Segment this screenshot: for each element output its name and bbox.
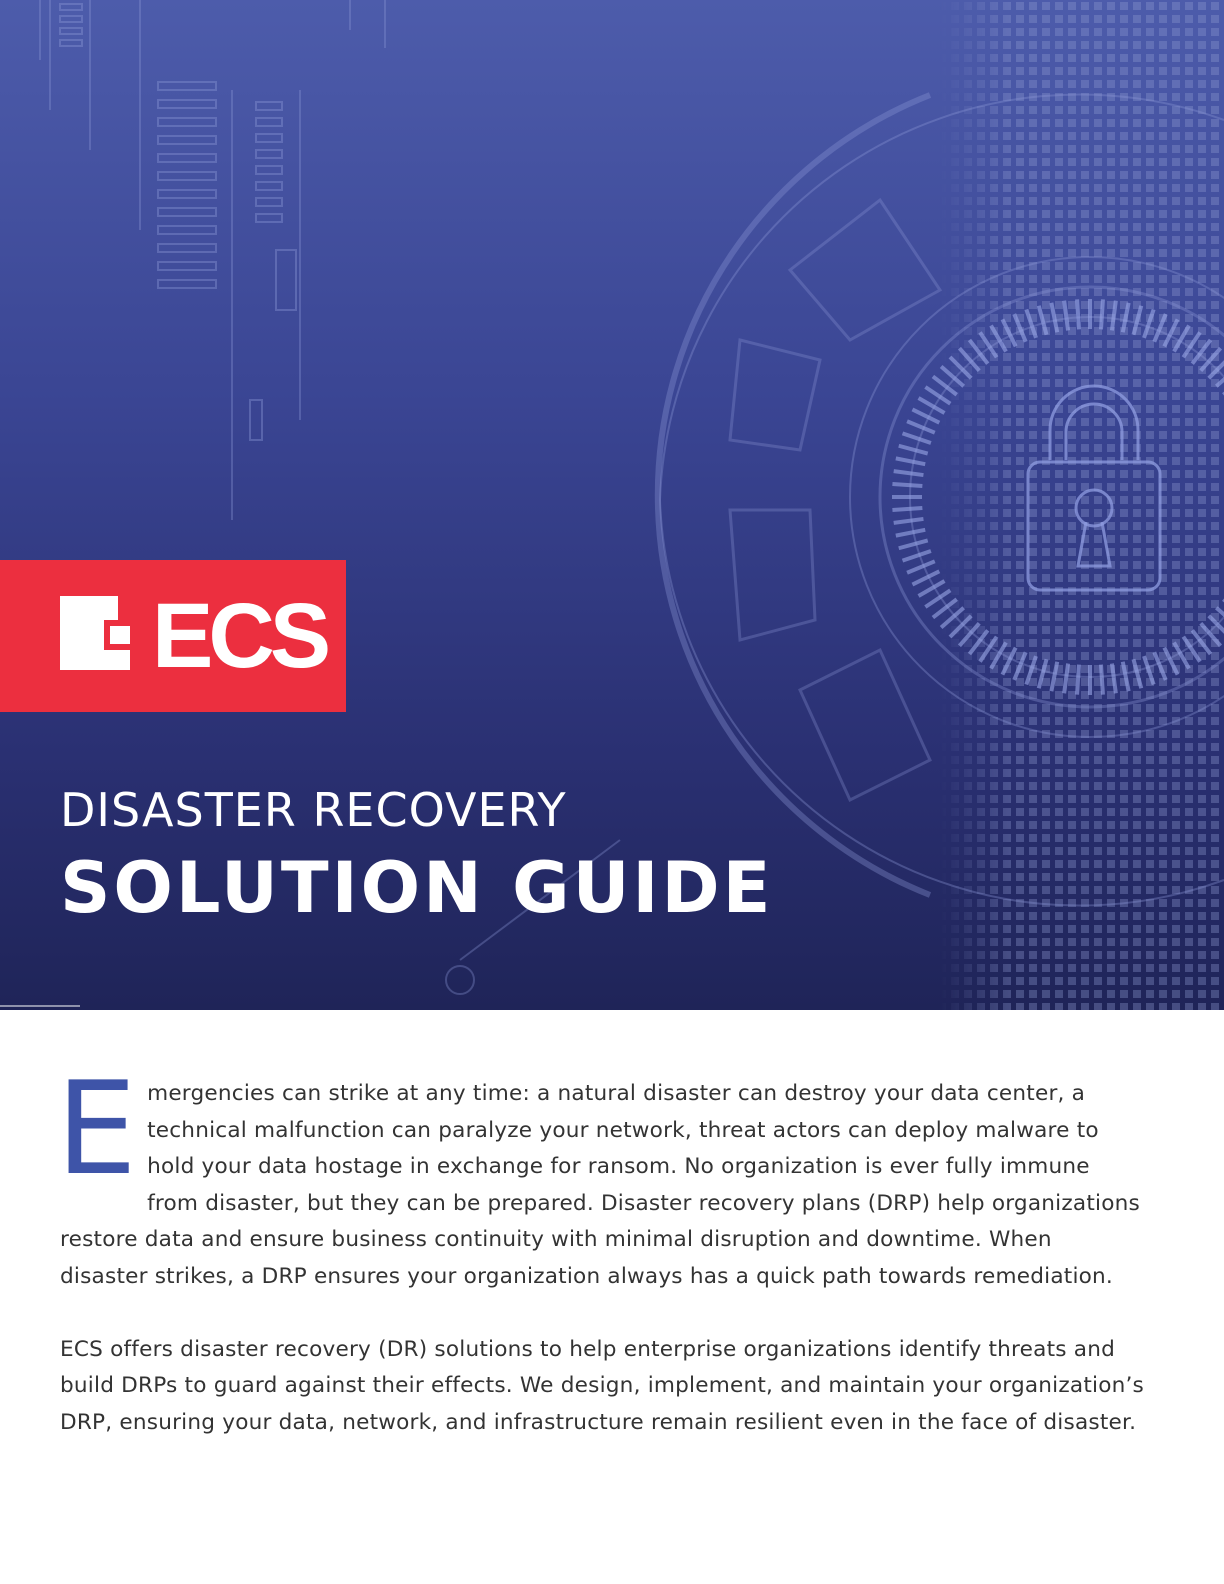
lock-ring-tick: [892, 484, 922, 486]
lock-ring-tick: [1101, 665, 1103, 695]
lock-ring-tick: [899, 540, 928, 548]
drop-cap: E: [56, 1055, 138, 1204]
lock-ring-tick: [894, 471, 924, 475]
ecs-logo-mark-icon: [60, 596, 140, 676]
intro-text: mergencies can strike at any time: a natural disaster can destroy your data center, a technical malfunction can paralyze your network, threat actors can deploy malware to hold your data hostage in exchange for ransom. No organization is ever fully immune from disaster, but they can be prepared. Disaster recovery plans (DRP) help organizations restore data and ensure business continuity with minimal disruption and downtime. When disaster strikes, a DRP ensures your organization always has a quick path towards remediation.: [60, 1081, 1140, 1289]
lock-ring-tick: [894, 519, 924, 523]
lock-ring-tick: [1077, 665, 1079, 695]
lock-ring-tick: [896, 530, 925, 536]
lock-ring-tick: [899, 446, 928, 454]
intro-paragraph: [56, 1055, 1146, 1296]
logo-wordmark: ECS: [152, 585, 327, 687]
hero-kicker: DISASTER RECOVERY: [60, 783, 567, 837]
lock-ring-tick: [896, 458, 925, 464]
lock-ring-tick: [907, 561, 935, 572]
lock-ring-tick: [1101, 299, 1103, 329]
hero-title: SOLUTION GUIDE: [60, 847, 774, 929]
lock-ring-tick: [903, 433, 931, 443]
solutions-paragraph: ECS offers disaster recovery (DR) solutions to help enterprise organizations identify threats and build DRPs to guard against their effects. We design, implement, and maintain your organization’s DRP, ensuring your data, network, and infrastructure remain resilient even in the face of disaster.: [60, 1336, 1145, 1435]
lock-ring-tick: [907, 421, 935, 432]
lock-ring-tick: [892, 508, 922, 510]
body-content: [56, 1055, 1146, 1441]
lock-ring-tick: [1077, 299, 1079, 329]
lock-ring-tick: [903, 551, 931, 561]
ecs-logo: [0, 560, 346, 712]
